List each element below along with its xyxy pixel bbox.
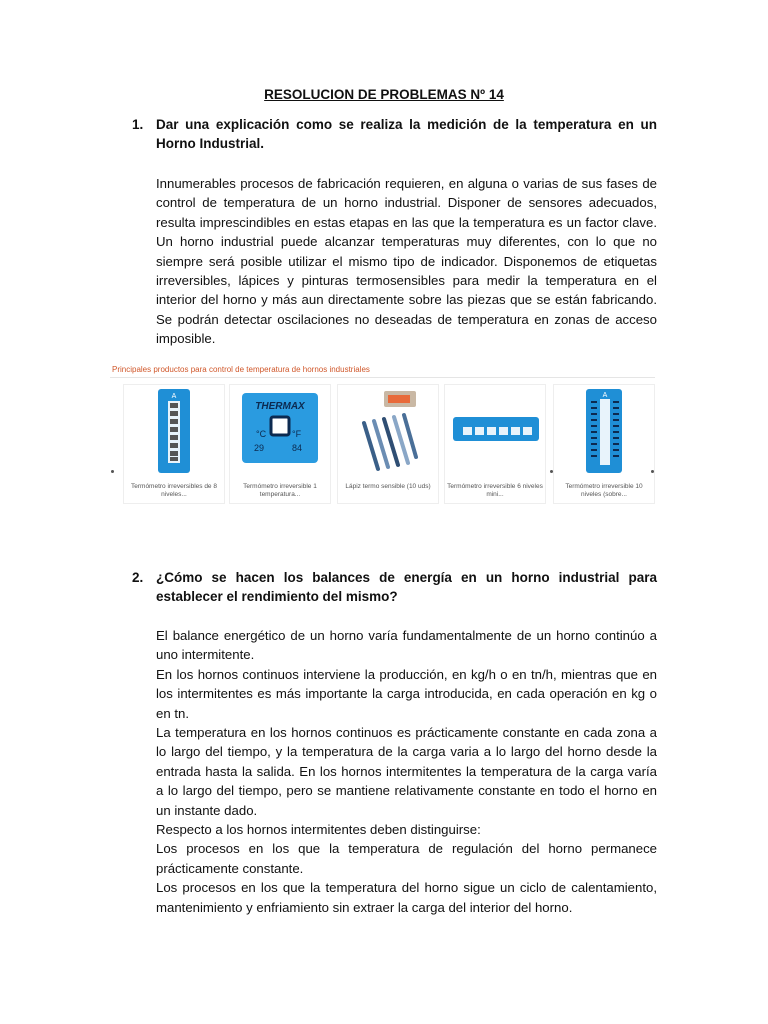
svg-text:A: A	[602, 392, 608, 399]
question-2-number: 2.	[132, 570, 144, 585]
product-caption: Termómetro irreversibles de 8 niveles...	[131, 483, 217, 498]
bullet-icon	[111, 470, 114, 473]
product-card-1-temperature[interactable]	[229, 384, 331, 504]
celsius-label: °C	[256, 429, 267, 439]
product-card-pencils[interactable]	[337, 384, 439, 504]
fahrenheit-label: °F	[292, 429, 302, 439]
document-title: RESOLUCION DE PROBLEMAS Nº 14	[264, 87, 504, 102]
bullet-icon	[651, 470, 654, 473]
answer-2-paragraph-2: En los hornos continuos interviene la producción, en kg/h o en tn/h, mientras que en los intermitentes es más importante la carga introducida, en cada operación en kg o en tn.	[156, 666, 657, 721]
answer-2-paragraph-4: Respecto a los hornos intermitentes deben distinguirse:	[156, 822, 481, 838]
answer-2-paragraph-1: El balance energético de un horno varía fundamentalmente de un horno continúo a uno intermitente.	[156, 628, 657, 663]
vertical-strip-10-image	[558, 387, 650, 475]
horizontal-strip-6-image	[449, 387, 541, 475]
question-2-text: ¿Cómo se hacen los balances de energía en un horno industrial para establecer el rendimiento del mismo?	[156, 570, 657, 605]
product-card-6-levels[interactable]	[444, 384, 546, 504]
product-card-10-levels[interactable]	[553, 384, 655, 504]
product-caption: Termómetro irreversible 1 temperatura...	[243, 483, 317, 498]
thermax-label-image	[234, 387, 326, 475]
question-1	[132, 115, 657, 154]
product-caption: Termómetro irreversible 6 niveles mini...	[447, 483, 543, 498]
divider	[110, 377, 655, 378]
vertical-strip-8-image	[128, 387, 220, 475]
product-caption: Termómetro irreversible 10 niveles (sobre...	[565, 483, 643, 498]
product-strip	[110, 362, 655, 507]
product-caption: Lápiz termo sensible (10 uds)	[345, 483, 431, 490]
answer-2-paragraph-6: Los procesos en los que la temperatura del horno sigue un ciclo de calentamiento, mantenimiento y enfriamiento sin extraer la carga del interior del horno.	[156, 880, 657, 915]
question-1-number: 1.	[132, 117, 144, 132]
question-1-text: Dar una explicación como se realiza la medición de la temperatura en un Horno Industrial.	[156, 117, 657, 152]
product-card-8-levels[interactable]	[123, 384, 225, 504]
fahrenheit-value: 84	[292, 443, 303, 453]
thermax-brand: THERMAX	[255, 401, 305, 412]
celsius-value: 29	[254, 443, 265, 453]
answer-1	[156, 174, 657, 349]
thermo-pencils-image	[342, 387, 434, 475]
answer-2	[156, 626, 657, 917]
answer-2-paragraph-3: La temperatura en los hornos continuos es prácticamente constante en cada zona a lo largo del tiempo, y la temperatura de la carga varia a lo largo del horno desde la entrada hasta la salida. En los hornos intermitentes la temperatura de la carga varía a lo largo del tiempo, pero se mantiene relativamente constante en todo el horno en un instante dado.	[156, 725, 657, 818]
question-2	[132, 568, 657, 607]
answer-1-paragraph: Innumerables procesos de fabricación requieren, en alguna o varias de sus fases de control de temperatura de un horno industrial. Disponer de sensores adecuados, resulta imprescindibles en estas etapas en las que la temperatura es un factor clave. Un horno industrial puede alcanzar temperaturas muy diferentes, con lo que no siempre será posible utilizar el mismo tipo de indicador. Disponemos de etiquetas irreversibles, lápices y pinturas termosensibles para medir la temperatura en el interior del horno y más aun directamente sobre las piezas que se están fabricando. Se podrán detectar oscilaciones no deseadas de temperatura en zonas de acceso imposible.	[156, 176, 657, 347]
product-strip-title: Principales productos para control de temperatura de hornos industriales	[112, 365, 370, 374]
answer-2-paragraph-5: Los procesos en los que la temperatura de regulación del horno permanece prácticamente constante.	[156, 841, 657, 876]
svg-text:A: A	[171, 393, 177, 400]
